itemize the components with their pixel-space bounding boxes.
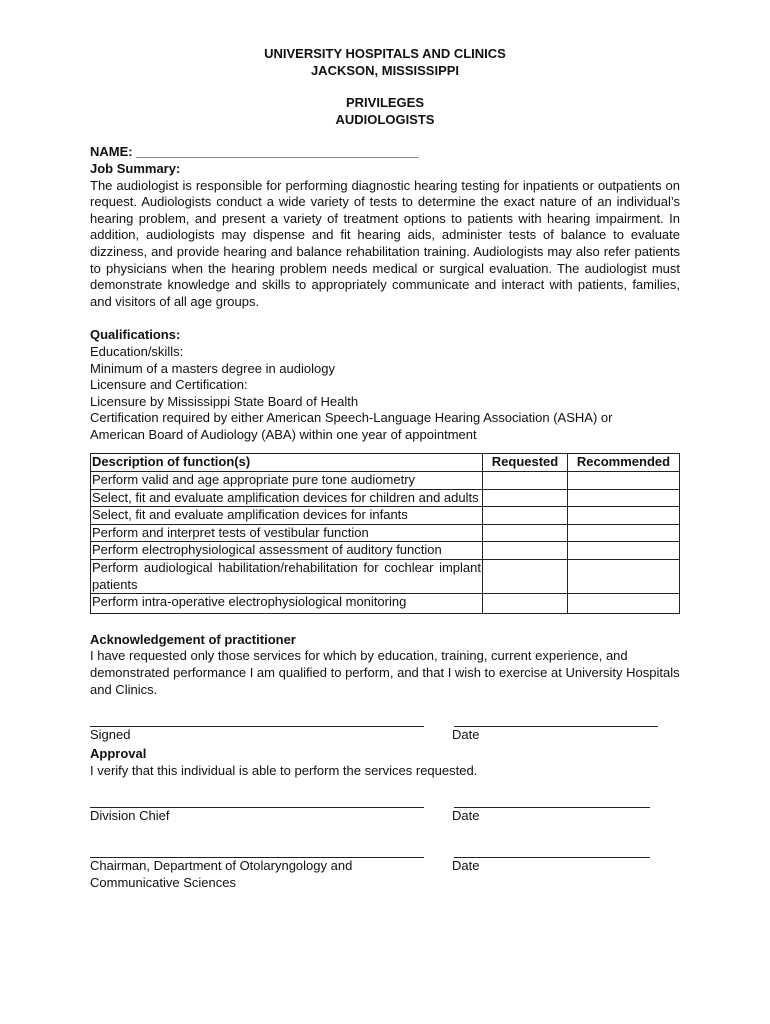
chairman-signature-row <box>90 843 680 893</box>
requested-cell[interactable] <box>483 542 568 560</box>
division-chief-signature-row <box>90 793 680 843</box>
acknowledgement-heading: Acknowledgement of practitioner <box>90 631 296 647</box>
function-description: Perform electrophysiological assessment of auditory function <box>91 542 483 560</box>
qualification-line: Minimum of a masters degree in audiology <box>90 360 335 376</box>
name-field-label: NAME: _______________________________________ <box>90 144 419 160</box>
recommended-cell[interactable] <box>568 489 680 507</box>
qualifications-heading: Qualifications: <box>90 327 181 343</box>
function-description: Perform intra-operative electrophysiological monitoring <box>91 594 483 614</box>
header-requested: Requested <box>483 454 568 472</box>
requested-cell[interactable] <box>483 594 568 614</box>
function-description: Select, fit and evaluate amplification devices for infants <box>91 507 483 525</box>
function-description: Perform valid and age appropriate pure tone audiometry <box>91 472 483 490</box>
requested-cell[interactable] <box>483 507 568 525</box>
date-label: Date <box>452 808 480 824</box>
header-recommended: Recommended <box>568 454 680 472</box>
function-description: Select, fit and evaluate amplification devices for children and adults <box>91 489 483 507</box>
division-chief-label: Division Chief <box>90 808 170 824</box>
approval-text: I verify that this individual is able to perform the services requested. <box>90 762 478 778</box>
table-row <box>91 524 680 542</box>
acknowledgement-text: I have requested only those services for which by education, training, current experience, and demonstrated performance I am qualified to perform, and that I wish to exercise at University Hospitals and Clinics. <box>90 648 680 697</box>
date-line[interactable] <box>454 843 650 858</box>
institution-location: JACKSON, MISSISSIPPI <box>310 62 460 78</box>
document-title-audiologists: AUDIOLOGISTS <box>335 111 435 127</box>
table-row <box>91 594 680 614</box>
document-title-privileges: PRIVILEGES <box>345 95 425 111</box>
table-row <box>91 542 680 560</box>
signature-line[interactable] <box>90 793 424 808</box>
date-line[interactable] <box>454 712 658 727</box>
qualification-line: Education/skills: <box>90 343 184 359</box>
table-row <box>91 472 680 490</box>
institution-name: UNIVERSITY HOSPITALS AND CLINICS <box>264 46 506 61</box>
table-row <box>91 560 680 594</box>
signature-line[interactable] <box>90 712 424 727</box>
qualification-line: Certification required by either American Speech-Language Hearing Association (ASHA) or American Board of Audiology (ABA) within one year of appointment <box>90 410 613 442</box>
chairman-label: Chairman, Department of Otolaryngology and Communicative Sciences <box>90 858 353 890</box>
recommended-cell[interactable] <box>568 542 680 560</box>
signed-label: Signed <box>90 727 131 743</box>
requested-cell[interactable] <box>483 472 568 490</box>
signature-line[interactable] <box>90 843 424 858</box>
date-line[interactable] <box>454 793 650 808</box>
table-row <box>91 507 680 525</box>
requested-cell[interactable] <box>483 489 568 507</box>
requested-cell[interactable] <box>483 560 568 594</box>
header-description: Description of function(s) <box>91 454 483 472</box>
practitioner-signature-row <box>90 712 680 746</box>
date-label: Date <box>452 858 480 874</box>
qualification-line: Licensure and Certification: <box>90 377 248 393</box>
recommended-cell[interactable] <box>568 594 680 614</box>
job-summary-heading: Job Summary: <box>90 160 181 176</box>
date-label: Date <box>452 727 480 743</box>
job-summary-text: The audiologist is responsible for performing diagnostic hearing testing for inpatients or outpatients on request. Audiologists conduct a wide variety of tests to determine the exact nature of an individual’s hearing problem, and present a variety of treatment options to patients with hearing impairment. In addition, audiologists may dispense and fit hearing aids, administer tests of balance to evaluate dizziness, and provide hearing and balance rehabilitation training. Audiologists may also refer patients to physicians when the hearing problem needs medical or surgical evaluation. The audiologist must demonstrate knowledge and skills to appropriately communicate and interact with patients, families, and visitors of all age groups. <box>90 177 680 309</box>
recommended-cell[interactable] <box>568 472 680 490</box>
function-description: Perform and interpret tests of vestibular function <box>91 524 483 542</box>
recommended-cell[interactable] <box>568 524 680 542</box>
function-description: Perform audiological habilitation/rehabilitation for cochlear implant patients <box>91 560 483 594</box>
qualification-line: Licensure by Mississippi State Board of Health <box>90 393 359 409</box>
requested-cell[interactable] <box>483 524 568 542</box>
approval-heading: Approval <box>90 746 147 762</box>
document-page <box>90 46 680 893</box>
recommended-cell[interactable] <box>568 507 680 525</box>
table-row <box>91 489 680 507</box>
recommended-cell[interactable] <box>568 560 680 594</box>
table-header-row <box>91 454 680 472</box>
functions-table <box>90 453 680 613</box>
